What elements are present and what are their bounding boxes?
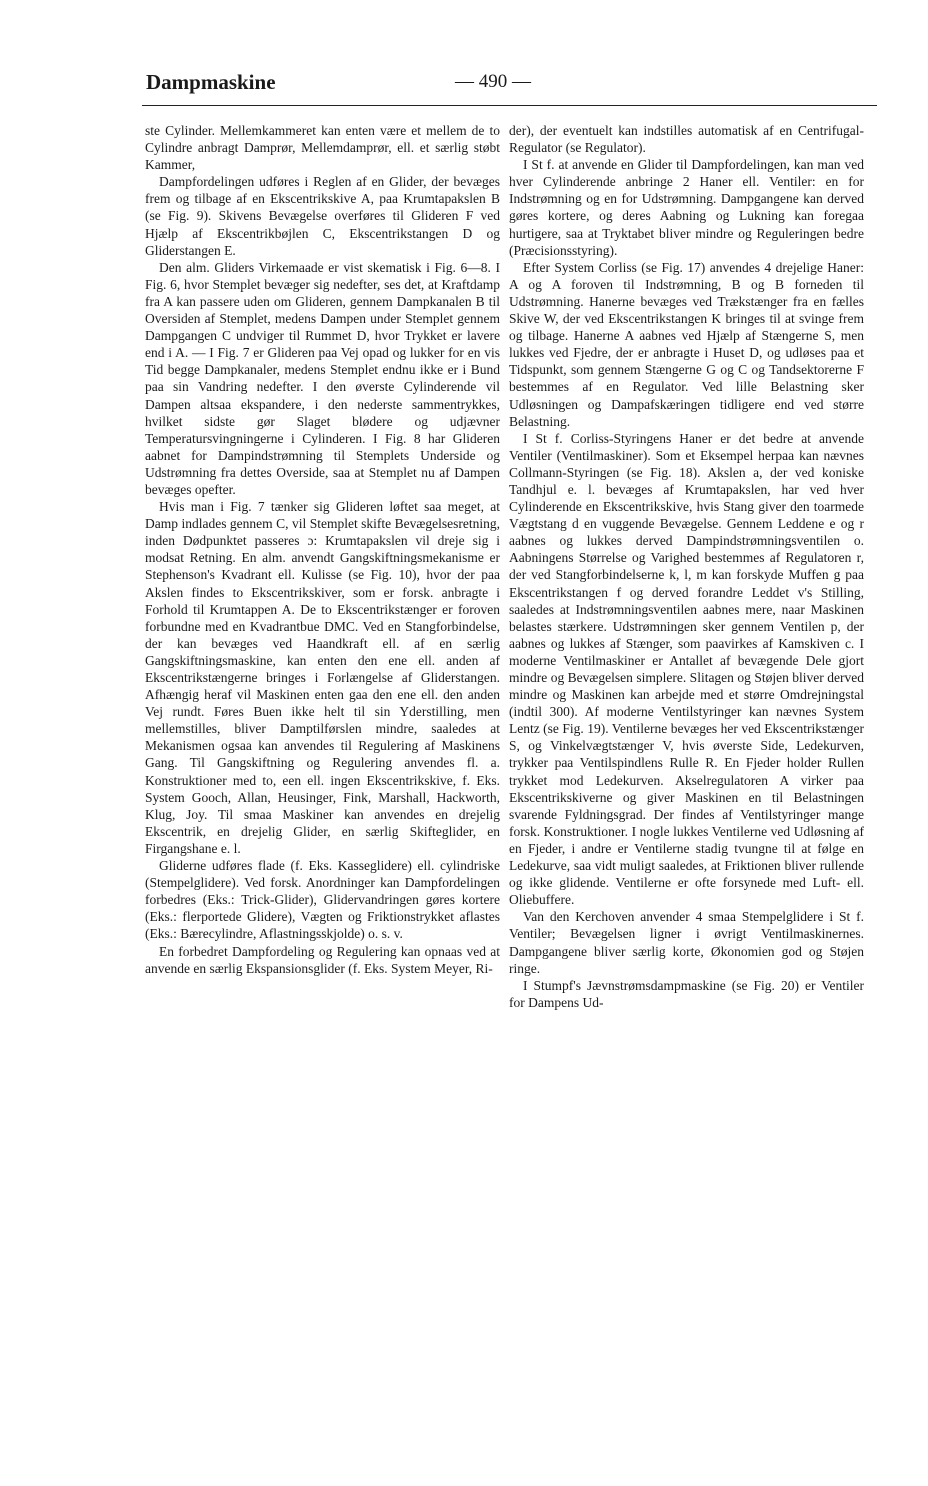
- paragraph: Hvis man i Fig. 7 tænker sig Glideren løftet saa meget, at Damp indlades gennem C, vil Stemplet skifte Bevægelsesretning, inden Dødpunktet passeres ɔ: Krumtapakslen vil dreje sig i modsat Retning. En alm. anvendt Gangskiftningsmekanisme er Stephenson's Kvadrant ell. Kulisse (se Fig. 10), hvor der paa Akslen findes to Ekscentrikskiver, som er forsk. anbragte i Forhold til Krumtappen A. De to Ekscentrikstænger er foroven forbundne med en Kvadrantbue DMC. Ved en Stangforbindelse, der kan bevæges ved Haandkraft ell. af en særlig Gangskiftningsmaskine, kan enten den ene ell. anden af Ekscentrikstængerne bringes i Forlængelse af Gliderstangen. Afhængig heraf vil Maskinen enten gaa den ene ell. den anden Vej rundt. Føres Buen ikke helt til sin Yderstilling, men mellemstilles, bliver Damptilførslen mindre, saaledes at Mekanismen ogsaa kan anvendes til Regulering af Maskinens Gang. Til Gangskiftning og Regulering anvendes fl. a. Konstruktioner med to, een ell. ingen Ekscentrikskive, f. Eks. System Gooch, Allan, Heusinger, Fink, Marshall, Hackworth, Klug, Joy. Til smaa Maskiner kan anvendes en drejelig Ekscentrik, en drejelig Glider, en særlig Skifteglider, en Firgangshane e. l.: [145, 499, 500, 856]
- right-column: [509, 122, 864, 1011]
- paragraph: I St f. at anvende en Glider til Dampfordelingen, kan man ved hver Cylinderende anbringe 2 Haner ell. Ventiler: en for Indstrømning og en for Udstrømning. Dampgangene kan derved gøres kortere, og deres Aabning og Lukning kan foregaa hurtigere, saa at Tryktabet bliver mindre og Reguleringen bedre (Præcisionsstyring).: [509, 157, 864, 258]
- paragraph: En forbedret Dampfordeling og Regulering kan opnaas ved at anvende en særlig Ekspansionsglider (f. Eks. System Meyer, Ri-: [145, 943, 500, 976]
- paragraph: ste Cylinder. Mellemkammeret kan enten være et mellem de to Cylindre anbragt Damprør, Mellemdamprør, ell. et særlig støbt Kammer,: [145, 123, 500, 173]
- page-number: — 490 —: [455, 71, 531, 92]
- paragraph: der), der eventuelt kan indstilles automatisk af en Centrifugal-Regulator (se Regulator).: [509, 123, 864, 156]
- page-title: Dampmaskine: [146, 70, 276, 94]
- paragraph: I Stumpf's Jævnstrømsdampmaskine (se Fig. 20) er Ventiler for Dampens Ud-: [509, 977, 864, 1010]
- page-header: [0, 0, 928, 110]
- header-rule: [142, 105, 877, 106]
- paragraph: Den alm. Gliders Virkemaade er vist skematisk i Fig. 6—8. I Fig. 6, hvor Stemplet bevæger sig nedefter, ses det, at Kraftdamp fra A kan passere uden om Glideren, gennem Dampkanalen B til Oversiden af Stemplet, medens Dampen under Stemplet gennem Dampgangen C undviger til Rummet D, hvor Trykket er lavere end i A. — I Fig. 7 er Glideren paa Vej opad og lukker for en vis Tid begge Dampkanaler, medens Stemplet endnu ikke er i Bund paa sin Vandring nedefter. I den øverste Cylinderende vil Dampen altsaa ekspandere, i den nederste sammentrykkes, hvilket sidste gør Slaget blødere og udjævner Temperatursvingningerne i Cylinderen. I Fig. 8 har Glideren aabnet for Dampindstrømning til Stemplets Underside og Udstrømning fra dettes Overside, saa at Stemplet nu af Dampen bevæges opefter.: [145, 259, 500, 497]
- paragraph: Efter System Corliss (se Fig. 17) anvendes 4 drejelige Haner: A og A foroven til Indstrømning, B og B forneden til Udstrømning. Hanerne bevæges ved Trækstænger fra en fælles Skive W, der ved Ekscentrikstangen K bringes til at svinge frem og tilbage. Hanerne A aabnes ved Hjælp af Stængerne S, men lukkes ved Fjedre, der er anbragte i Huset D, og udløses paa et Tidspunkt, som gennem Stængerne G og C og Tandsektorerne F bestemmes af en Regulator. Ved lille Belastning sker Udløsningen og Dampafskæringen tidligere end ved større Belastning.: [509, 259, 864, 429]
- paragraph: Dampfordelingen udføres i Reglen af en Glider, der bevæges frem og tilbage af en Ekscentrikskive A, paa Krumtapakslen B (se Fig. 9). Skivens Bevægelse overføres til Glideren F ved Hjælp af Ekscentrikbøjlen C, Ekscentrikstangen D og Gliderstangen E.: [145, 174, 500, 258]
- left-column: [145, 122, 500, 977]
- paragraph: Van den Kerchoven anvender 4 smaa Stempelglidere i St f. Ventiler; Bevægelsen ligner i øvrigt Ventilmaskinernes. Dampgangene bliver særlig korte, Økonomien god og Støjen ringe.: [509, 909, 864, 976]
- paragraph: I St f. Corliss-Styringens Haner er det bedre at anvende Ventiler (Ventilmaskiner). Som et Eksempel herpaa kan nævnes Collmann-Styringen (se Fig. 18). Akslen a, der ved koniske Tandhjul e. l. bevæges af Krumtapakslen, har ved hver Cylinderende en Ekscentrikskive, hvis Stang giver den toarmede Vægtstang d en vuggende Bevægelse. Gennem Leddene e og r aabnes og lukkes derved Dampindstrømningsventilen o. Aabningens Størrelse og Varighed bestemmes af Regulatoren r, der ved Stangforbindelserne k, l, m kan forskyde Muffen g paa Ekscentrikstangen f og derved forandre Leddet v's Stilling, saaledes at Indstrømningsventilen aabnes mere, naar Maskinen belastes stærkere. Udstrømningen sker gennem Ventilen p, der aabnes og lukkes af Stænger, som paavirkes af Kamskiven c. I moderne Ventilmaskiner er Antallet af bevægende Dele gjort mindre og Bevægelsen simplere. Slitagen og Støjen bliver derved mindre og Maskinen kan arbejde med et større Omdrejningstal (indtil 300). Af moderne Ventilstyringer kan nævnes System Lentz (se Fig. 19). Ventilerne bevæges her ved Ekscentrikstænger S, og Vinkelvægtstænger V, hvis øverste Side, Ledekurven, trykker paa Ventilspindlens Rulle R. En Fjeder holder Rullen trykket mod Ledekurven. Akselregulatoren A virker paa Ekscentrikskiverne og giver Maskinen en til Belastningen svarende Fyldningsgrad. Der findes af Ventilstyringer mange forsk. Konstruktioner. I nogle lukkes Ventilerne ved Udløsning af en Fjeder, i andre er Ventilerne stadig tvungne til at følge en Ledekurve, saa vidt muligt saaledes, at Friktionen bliver rullende og ikke glidende. Ventilerne er ofte forsynede med Luft- ell. Oliebuffere.: [509, 430, 864, 908]
- paragraph: Gliderne udføres flade (f. Eks. Kasseglidere) ell. cylindriske (Stempelglidere). Ved forsk. Anordninger kan Dampfordelingen forbedres (Eks.: Trick-Glider), Glidervandringen gøres kortere (Eks.: flerportede Glidere), Vægten og Friktionstrykket aflastes (Eks.: Bærecylindre, Aflastningsskjolde) o. s. v.: [145, 858, 500, 942]
